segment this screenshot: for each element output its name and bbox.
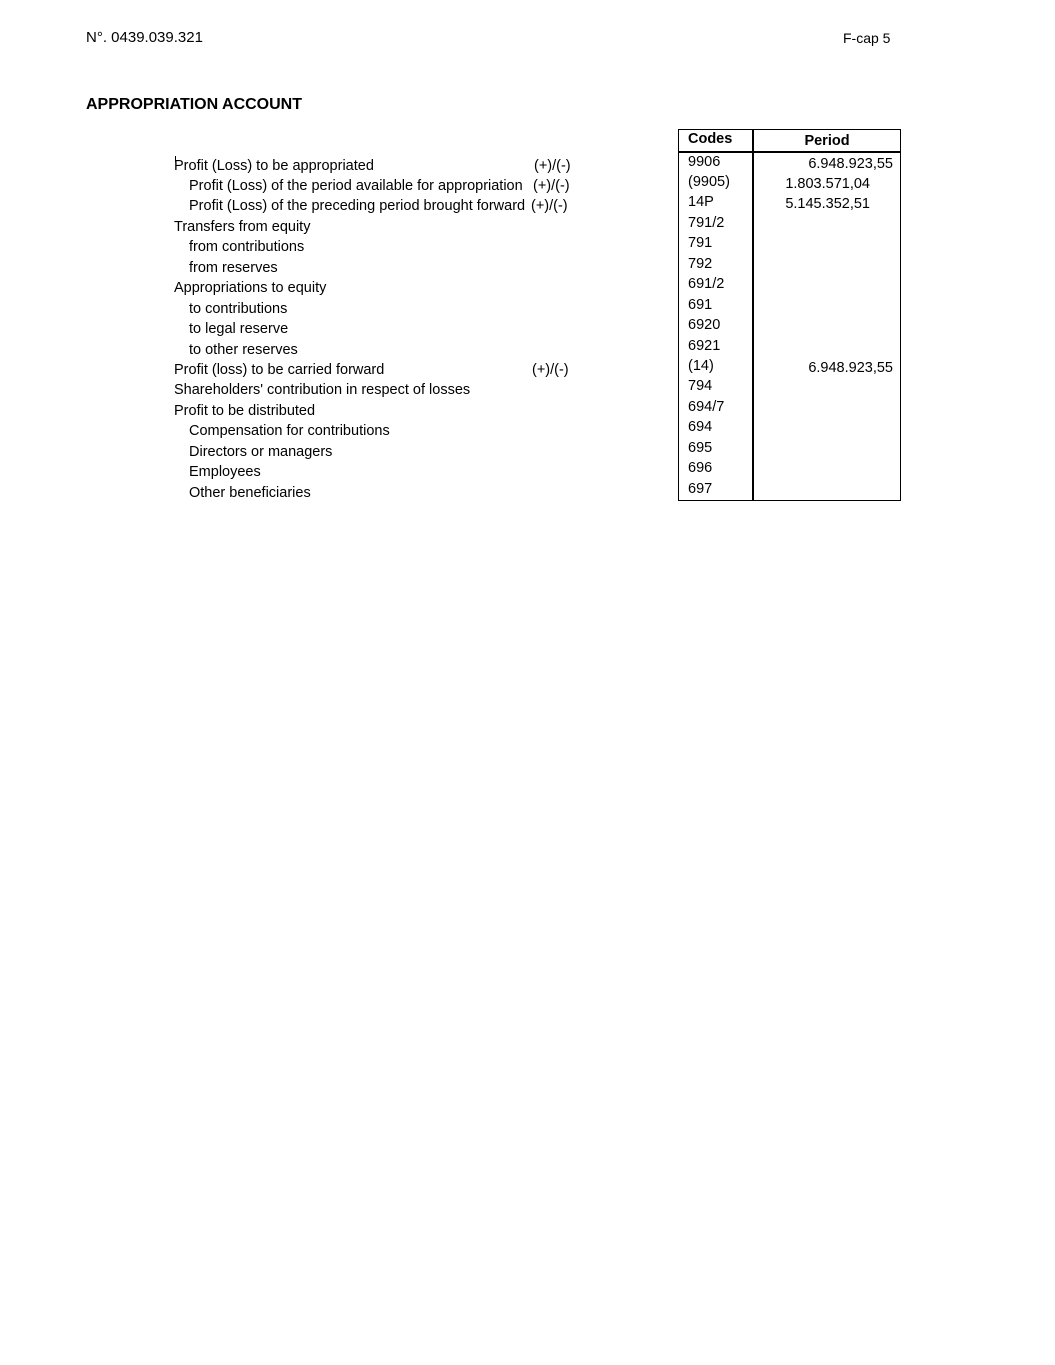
- row-label: to other reserves: [189, 342, 298, 358]
- table-row: [0, 358, 1055, 382]
- period-column-header: Period: [804, 133, 850, 149]
- row-label: Profit (Loss) to be appropriated: [174, 158, 374, 174]
- row-code: 794: [688, 378, 713, 394]
- row-value: 6.948.923,55: [808, 360, 893, 376]
- row-code: 694: [688, 419, 713, 435]
- row-sign: (+)/(-): [534, 158, 571, 174]
- row-code: 694/7: [688, 399, 725, 415]
- row-code: 695: [688, 440, 713, 456]
- row-code: 691: [688, 297, 713, 313]
- table-row: [0, 256, 1055, 280]
- row-label: Employees: [189, 464, 261, 480]
- row-code: 792: [688, 256, 713, 272]
- row-code: 697: [688, 481, 713, 497]
- row-label: Shareholders' contribution in respect of losses: [174, 382, 471, 398]
- row-label: Profit (Loss) of the period available for appropriation: [189, 178, 523, 194]
- row-label: Profit (Loss) of the preceding period brought forward: [189, 198, 526, 214]
- row-label: Profit to be distributed: [174, 403, 316, 419]
- row-label: Appropriations to equity: [174, 280, 327, 296]
- row-sign: (+)/(-): [532, 362, 569, 378]
- company-number: N°. 0439.039.321: [86, 29, 203, 46]
- table-row: [0, 378, 1055, 402]
- table-row: [0, 154, 1055, 178]
- row-value: 6.948.923,55: [808, 156, 893, 172]
- row-value: 5.145.352,51: [785, 196, 870, 212]
- table-row: [0, 297, 1055, 321]
- row-sign: (+)/(-): [533, 178, 570, 194]
- table-row: [0, 338, 1055, 362]
- table-row: [0, 399, 1055, 423]
- table-row: [0, 460, 1055, 484]
- row-value: 1.803.571,04: [785, 176, 870, 192]
- table-row: [0, 174, 1055, 198]
- row-code: 14P: [688, 194, 714, 210]
- table-row: [0, 419, 1055, 443]
- table-row: [0, 276, 1055, 300]
- row-label: Directors or managers: [189, 444, 333, 460]
- row-label: Profit (loss) to be carried forward: [174, 362, 385, 378]
- form-code: F-cap 5: [843, 30, 891, 46]
- table-row: [0, 481, 1055, 505]
- codes-column-header: Codes: [688, 131, 733, 147]
- row-label: to legal reserve: [189, 321, 289, 337]
- table-row: [0, 440, 1055, 464]
- row-label: Transfers from equity: [174, 219, 311, 235]
- row-code: (9905): [688, 174, 730, 190]
- table-row: [0, 194, 1055, 218]
- row-label: Other beneficiaries: [189, 485, 311, 501]
- row-code: 791: [688, 235, 713, 251]
- row-label: from reserves: [189, 260, 278, 276]
- table-row: [0, 235, 1055, 259]
- row-code: 6921: [688, 338, 721, 354]
- section-title: APPROPRIATION ACCOUNT: [86, 96, 302, 113]
- row-sign: (+)/(-): [531, 198, 568, 214]
- row-code: 691/2: [688, 276, 725, 292]
- row-label: Compensation for contributions: [189, 423, 390, 439]
- row-code: 6920: [688, 317, 721, 333]
- header-divider: [678, 151, 901, 153]
- table-row: [0, 215, 1055, 239]
- row-label: to contributions: [189, 301, 288, 317]
- row-code: 791/2: [688, 215, 725, 231]
- row-code: (14): [688, 358, 714, 374]
- table-row: [0, 317, 1055, 341]
- row-code: 9906: [688, 154, 721, 170]
- row-label: from contributions: [189, 239, 305, 255]
- row-code: 696: [688, 460, 713, 476]
